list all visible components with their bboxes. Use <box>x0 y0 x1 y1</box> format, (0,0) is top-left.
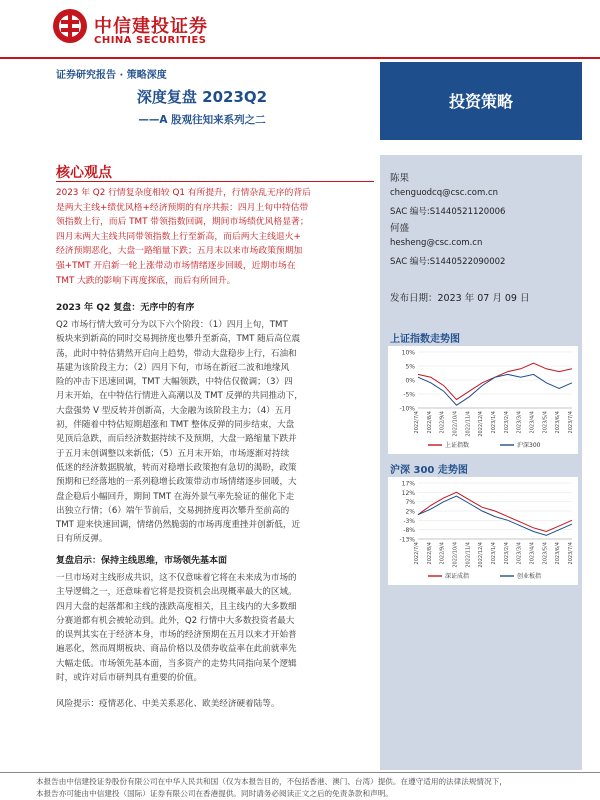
x-tick-label: 2023/4/4 <box>529 542 536 565</box>
y-tick-label: 7% <box>405 499 415 507</box>
legend-label: 创业板指 <box>517 573 542 580</box>
text-line: 的误判其实在于经济本身，市场的经济预期在五月以来才开始普 <box>56 630 297 641</box>
line-chart <box>388 346 578 454</box>
y-tick-label: 10% <box>401 349 415 357</box>
x-tick-label: 2023/5/4 <box>542 411 549 434</box>
header-divider <box>0 57 600 59</box>
text-line: 强+TMT 开启新一轮上涨带动市场情绪逐步回暖，近期市场在 <box>56 260 296 271</box>
x-tick-label: 2023/4/4 <box>529 411 536 434</box>
x-tick-label: 2022/12/4 <box>478 411 485 437</box>
text-line: 月末开始，在中特估行情进入高潮以及 TMT 反弹的共同推动下， <box>56 391 303 402</box>
disclaimer <box>36 776 596 800</box>
text-line: 领指数上行，而后 TMT 带领指数回调，期间市场绩优风格显著； <box>56 217 309 228</box>
legend-label: 沪深300 <box>517 442 541 449</box>
x-tick-label: 2022/9/4 <box>439 411 446 434</box>
category-banner <box>380 62 582 140</box>
x-tick-label: 2023/7/4 <box>568 542 574 565</box>
y-tick-label: 2% <box>405 508 415 516</box>
analyst-sac: SAC 编号:S1440522090002 <box>390 257 506 267</box>
text-line: 见顶后急跌，而后经济数据持续不及预期，大盘一路缩量下跌并 <box>56 434 297 445</box>
text-line: 遍恶化，然而周期板块、商品价格以及债券收益率在此前就率先 <box>56 644 297 655</box>
company-logo <box>52 8 252 50</box>
legend-label: 上证指数 <box>445 442 470 449</box>
x-tick-label: 2023/1/4 <box>491 411 497 434</box>
x-tick-label: 2022/11/4 <box>465 542 472 568</box>
text-line: 四月大盘的起落都和主线的涨跌高度相关，且主线内的大多数细 <box>56 601 297 612</box>
text-line: 主导逻辑之一，还意味着它将是投资机会出现概率最大的区域。 <box>56 587 297 598</box>
text-line: Q2 市场行情大致可分为以下六个阶段：（1）四月上旬，TMT <box>56 320 288 330</box>
x-tick-label: 2023/5/4 <box>542 542 549 565</box>
section-heading: 核心观点 <box>56 165 112 181</box>
text-line: 分赛道都有机会被轮动到。此外，Q2 行情中大多数投资者最大 <box>56 615 295 626</box>
y-tick-label: -5% <box>403 391 415 399</box>
text-line: 板块来到新高的同时交易拥挤度也攀升至新高，TMT 随后高位震 <box>56 334 301 345</box>
x-tick-label: 2022/8/4 <box>426 411 433 434</box>
x-tick-label: 2022/7/4 <box>414 411 420 434</box>
series-line <box>418 374 572 405</box>
risk-note: 风险提示：疫情恶化、中美关系恶化、欧美经济硬着陆等。 <box>56 699 280 709</box>
x-tick-label: 2023/6/4 <box>555 411 562 434</box>
text-line: 2023 年 Q2 行情复杂度相较 Q1 有所提升，行情杂乱无序的背后 <box>56 188 311 198</box>
line-chart <box>388 477 578 585</box>
report-subtitle: ——A 股观往知来系列之二 <box>138 114 266 126</box>
category-label: 投资策略 <box>448 92 513 111</box>
text-line: 是两大主线+绩优风格+经济预期的有序共振：四月上旬中特估带 <box>56 202 309 213</box>
text-line: 大盘强势 V 型反转并创新高，大金融为该阶段主力；（4）五月 <box>56 405 292 416</box>
analyst-name: 何盛 <box>390 223 410 234</box>
x-tick-label: 2023/6/4 <box>555 542 562 565</box>
y-tick-label: 0% <box>405 377 415 385</box>
text-line: 预期和已经落地的一系列稳增长政策带动市场情绪逐步回暖，大 <box>56 477 297 488</box>
x-tick-label: 2022/12/4 <box>478 542 485 568</box>
x-tick-label: 2022/11/4 <box>465 411 472 437</box>
x-tick-label: 2023/3/4 <box>516 411 523 434</box>
text-line: 荡，此时中特估猜然开启向上趋势，带动大盘稳步上行，石油和 <box>56 348 297 359</box>
analyst-sac: SAC 编号:S1440521120006 <box>390 207 506 217</box>
text-line: 险的冲击下迅速回调，TMT 大幅领跌，中特估仅微调；（3）四 <box>56 377 293 388</box>
x-tick-label: 2023/2/4 <box>503 411 510 434</box>
logo-text-en: CHINA SECURITIES <box>94 35 207 46</box>
text-line: 时，或许对后市研判具有重要的价值。 <box>56 673 203 684</box>
text-line: 日有所反弹。 <box>56 534 108 545</box>
report-title: 深度复盘 2023Q2 <box>136 88 268 106</box>
core-view-text <box>56 186 374 288</box>
analyst-email: chenguodcq@csc.com.cn <box>390 188 499 198</box>
text-line: 出独立行情；（6）端午节前后，交易拥挤度再次攀升至前高的 <box>56 505 290 516</box>
series-line <box>418 492 572 531</box>
text-line: TMT 大跌的影响下再度探底，而后有所回升。 <box>56 275 236 286</box>
footer-divider <box>0 772 600 773</box>
x-tick-label: 2022/8/4 <box>426 542 433 565</box>
x-tick-label: 2022/9/4 <box>439 542 446 565</box>
chart-panel <box>388 477 578 585</box>
publish-date: 发布日期：2023 年 07 月 09 日 <box>390 293 530 304</box>
disclaimer-line: 本报告亦可能由中信建投（国际）证券有限公司在香港提供。同时请务必阅读正文之后的免责条款和声明。 <box>36 789 393 798</box>
logo-text-cn: 中信建投证券 <box>94 16 208 37</box>
disclaimer-line: 本报告由中信建投证券股份有限公司在中华人民共和国（仅为本报告目的，不包括香港、澳门、台湾）提供。在遵守适用的法律法规情况下， <box>36 777 507 786</box>
x-tick-label: 2022/10/4 <box>452 542 459 568</box>
paragraph-heading: 复盘启示：保持主线思维，市场领先基本面 <box>56 556 228 566</box>
y-tick-label: 5% <box>405 363 415 371</box>
text-line: 基建为该阶段主力；（2）四月下旬，市场在新冠二波和地缘风 <box>56 362 290 373</box>
y-tick-label: -13% <box>399 536 415 544</box>
x-tick-label: 2023/2/4 <box>503 542 510 565</box>
analyst-email: hesheng@csc.com.cn <box>390 238 483 248</box>
text-line: 低迷的经济数据脱敏，转而对稳增长政策抱有急切的渴盼，政策 <box>56 462 297 473</box>
y-tick-label: -10% <box>399 405 415 413</box>
y-tick-label: 17% <box>401 480 415 488</box>
x-tick-label: 2022/10/4 <box>452 411 459 437</box>
report-type: 证券研究报告 · 策略深度 <box>56 70 167 81</box>
y-tick-label: 12% <box>401 489 415 497</box>
text-line: 一旦市场对主线形成共识，这不仅意味着它将在未来成为市场的 <box>56 573 297 583</box>
text-line: 盘企稳后小幅回升，期间 TMT 在海外景气率先验证的催化下走 <box>56 491 295 502</box>
section-divider <box>56 181 374 182</box>
x-tick-label: 2023/7/4 <box>568 411 574 434</box>
x-tick-label: 2023/1/4 <box>491 542 497 565</box>
analyst-name: 陈果 <box>390 173 410 184</box>
paragraph-heading: 2023 年 Q2 复盘：无序中的有序 <box>56 303 195 313</box>
y-tick-label: -8% <box>403 527 415 535</box>
text-line: 大幅走低。市场领先基本面，当多资产的走势共同指向某个逻辑 <box>56 658 297 669</box>
text-line: TMT 迎来快速回调，情绪仍然脆弱的市场再度重挫并创新低，近 <box>56 520 301 531</box>
legend-label: 深证成指 <box>445 573 470 580</box>
text-line: 四月末两大主线共同带领指数上行至新高，而后两大主线退火+ <box>56 231 301 242</box>
logo-mark-icon <box>52 8 88 44</box>
chart-title: 上证指数走势图 <box>390 334 460 345</box>
y-tick-label: -3% <box>403 517 415 525</box>
review-text <box>56 318 374 547</box>
insight-text <box>56 571 374 685</box>
x-tick-label: 2023/3/4 <box>516 542 523 565</box>
text-line: 于五月末创调整以来新低；（5）五月末开始，市场逐渐对持续 <box>56 448 290 459</box>
text-line: 初，伴随着中特估短期超涨和 TMT 整体反弹的同步结束，大盘 <box>56 420 295 431</box>
text-line: 经济预期恶化，大盘一路缩量下跌；五月末以来市场政策预期加 <box>56 246 303 257</box>
chart-panel <box>388 346 578 454</box>
x-tick-label: 2022/7/4 <box>414 542 420 565</box>
chart-title: 沪深 300 走势图 <box>390 465 468 476</box>
